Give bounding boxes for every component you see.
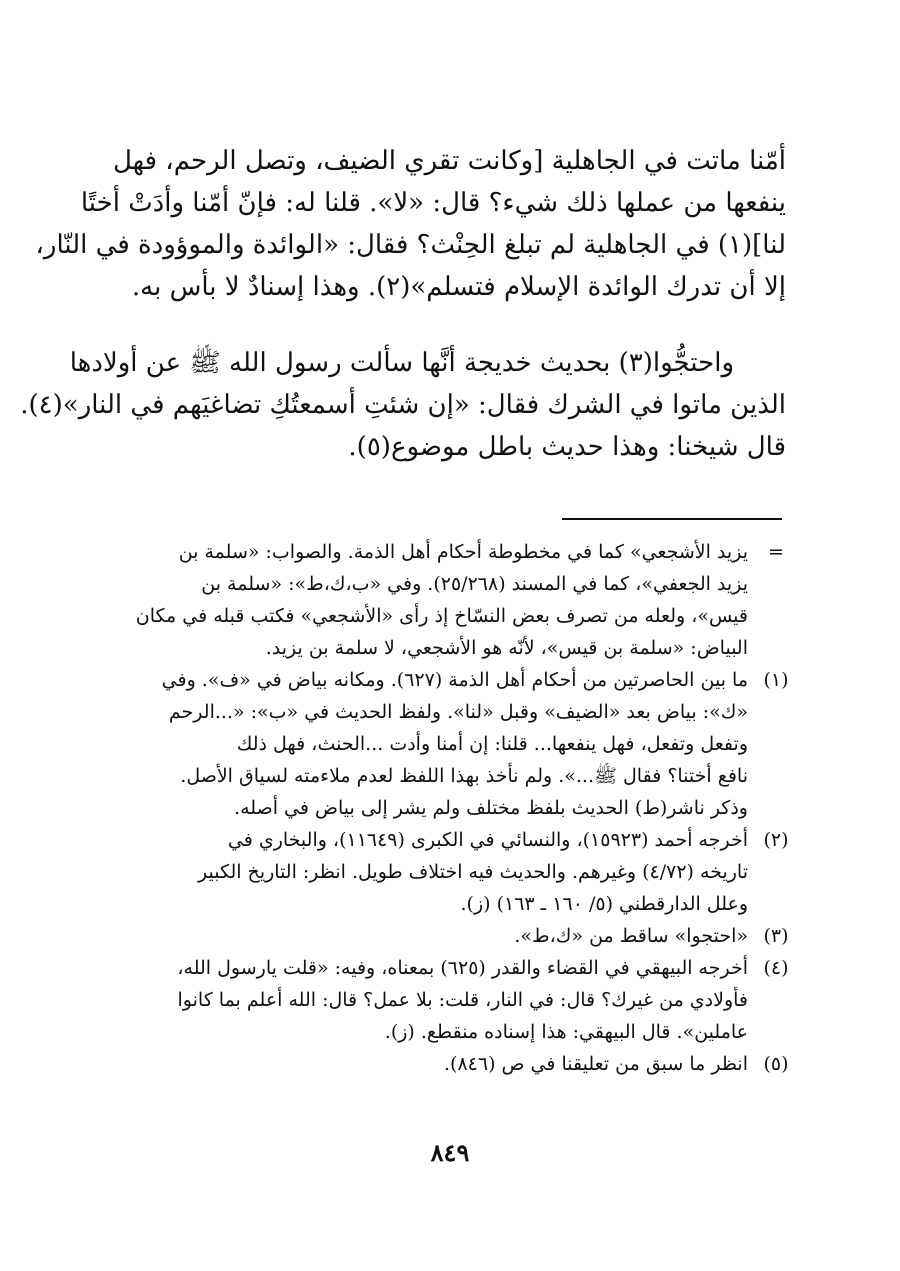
footnote-line: «احتجوا» ساقط من «ك،ط». (514, 925, 748, 947)
footnote-line: ما بين الحاصرتين من أحكام أهل الذمة (٦٢٧). ومكانه بياض في «ف». وفي (161, 669, 748, 691)
footnote-divider (562, 518, 782, 520)
footnote-line: أخرجه البيهقي في القضاء والقدر (٦٢٥) بمعناه، وفيه: «قلت يارسول الله، (177, 957, 748, 979)
footnote-3 (116, 920, 790, 952)
footnote-marker: (١) (763, 669, 789, 691)
text-line: واحتجُّوا(٣) بحديث خديجة أنَّها سألت رسول الله ﷺ عن أولادها (69, 348, 734, 378)
footnote-line: نافع أختنا؟ فقال ﷺ...». ولم نأخذ بهذا اللفظ لعدم ملاءمته لسياق الأصل. (180, 765, 748, 787)
footnote-marker: (٥) (763, 1053, 789, 1075)
footnote-line: انظر ما سبق من تعليقنا في ص (٨٤٦). (443, 1053, 748, 1075)
footnote-line: وعلل الدارقطني (٥/ ١٦٠ ـ ١٦٣) (ز). (460, 893, 748, 915)
page-number: ٨٤٩ (430, 1138, 470, 1167)
footnote-line: «ك»: بياض بعد «الضيف» وقبل «لنا». ولفظ الحديث في «ب»: «...الرحم (168, 701, 748, 723)
footnote-line: يزيد الجعفي»، كما في المسند (٢٥/٢٦٨). وفي «ب،ك،ط»: «سلمة بن (201, 573, 748, 595)
footnote-5 (116, 1048, 790, 1080)
footnote-line: البياض: «سلمة بن قيس»، لأنّه هو الأشجعي، لا سلمة بن يزيد. (265, 637, 748, 659)
main-text (20, 140, 786, 468)
footnote-line: قيس»، ولعله من تصرف بعض النسّاخ إذ رأى «الأشجعي» فكتب قبله في مكان (135, 605, 748, 627)
footnote-marker: = (768, 541, 784, 563)
text-line: لنا](١) في الجاهلية لم تبلغ الحِنْث؟ فقال: «الوائدة والموؤودة في النّار، (35, 230, 786, 260)
footnote-line: وذكر ناشر(ط) الحديث بلفظ مختلف ولم يشر إلى بياض في أصله. (234, 797, 748, 819)
text-line: أمّنا ماتت في الجاهلية [وكانت تقري الضيف، وتصل الرحم، فهل (112, 146, 786, 176)
text-line: ينفعها من عملها ذلك شيء؟ قال: «لا». قلنا له: فإنّ أمّنا وأدَتْ أختًا (80, 188, 786, 218)
footnote-line: أخرجه أحمد (١٥٩٢٣)، والنسائي في الكبرى (١١٦٤٩)، والبخاري في (227, 829, 748, 851)
footnote-line: تاريخه (٤/٧٢) وغيرهم. والحديث فيه اختلاف طويل. انظر: التاريخ الكبير (198, 861, 748, 883)
footnote-line: عاملين». قال البيهقي: هذا إسناده منقطع. (ز). (384, 1021, 748, 1043)
footnote-marker: (٤) (763, 957, 789, 979)
footnote-1 (116, 664, 790, 824)
footnote-marker: (٣) (763, 925, 789, 947)
text-line: إلا أن تدرك الوائدة الإسلام فتسلم»(٢). وهذا إسنادٌ لا بأس به. (131, 272, 786, 302)
footnote-line: وتفعل وتفعل، فهل ينفعها... قلنا: إن أمنا وأدت ...الحنث، فهل ذلك (236, 733, 748, 755)
footnote-2 (116, 824, 790, 920)
text-line: قال شيخنا: وهذا حديث باطل موضوع(٥). (348, 432, 786, 462)
footnote-line: يزيد الأشجعي» كما في مخطوطة أحكام أهل الذمة. والصواب: «سلمة بن (178, 541, 748, 563)
footnote-marker: (٢) (763, 829, 789, 851)
footnote-4 (116, 952, 790, 1048)
footnote-continuation (116, 536, 790, 664)
footnotes (116, 536, 790, 1080)
main-paragraph-2 (20, 342, 786, 468)
text-line: الذين ماتوا في الشرك فقال: «إن شئتِ أسمعتُكِ تضاغيَهم في النار»(٤). (20, 390, 786, 420)
main-paragraph-1 (35, 140, 786, 308)
footnote-line: فأولادي من غيرك؟ قال: في النار، قلت: بلا عمل؟ قال: الله أعلم بما كانوا (177, 989, 748, 1011)
